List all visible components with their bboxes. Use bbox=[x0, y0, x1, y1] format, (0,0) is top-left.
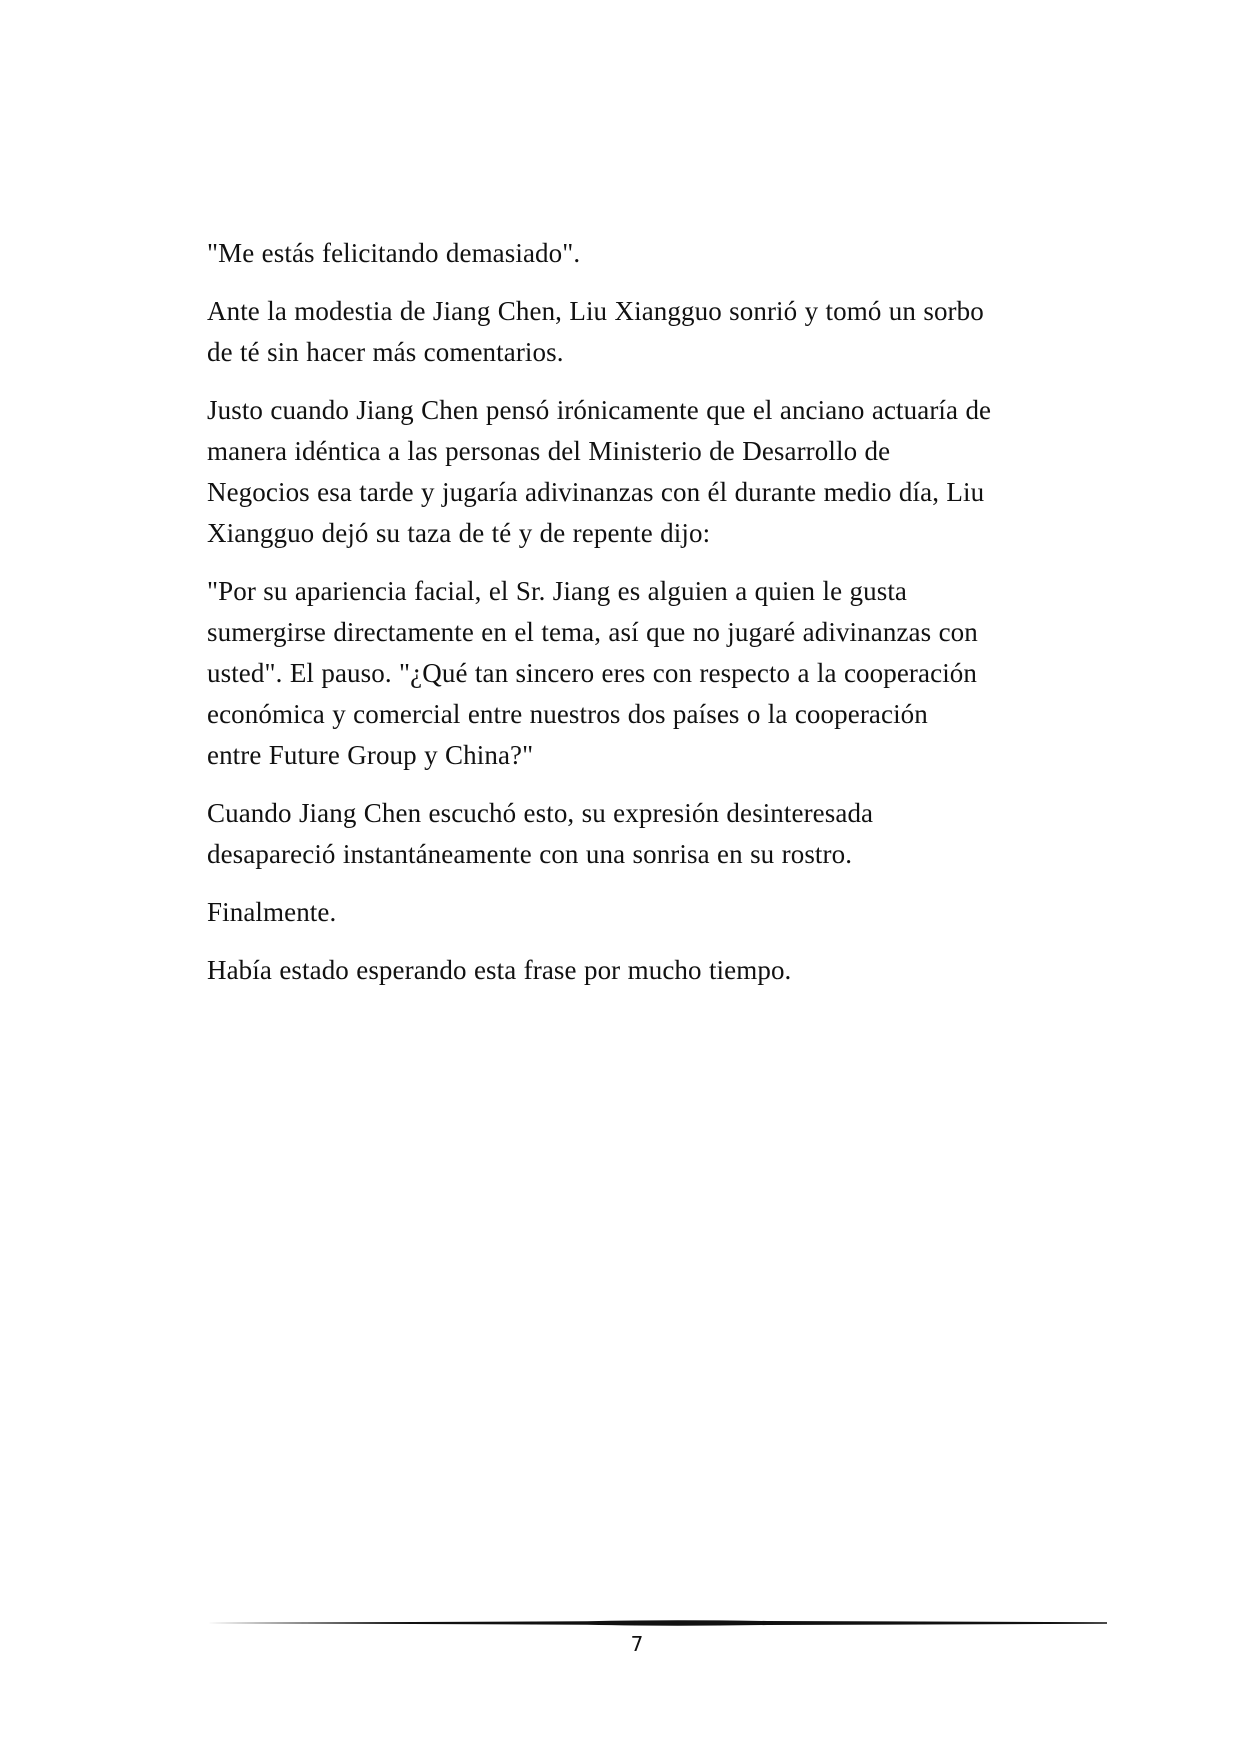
text-line: Justo cuando Jiang Chen pensó irónicamente que el anciano actuaría de bbox=[207, 395, 992, 425]
text-line: Finalmente. bbox=[207, 897, 337, 927]
paragraph bbox=[207, 892, 1067, 933]
paragraph bbox=[207, 390, 1067, 554]
text-line: "Por su apariencia facial, el Sr. Jiang es alguien a quien le gusta bbox=[207, 576, 907, 606]
footer-divider bbox=[207, 1617, 1107, 1629]
text-line: sumergirse directamente en el tema, así que no jugaré adivinanzas con bbox=[207, 617, 978, 647]
text-line: Xiangguo dejó su taza de té y de repente dijo: bbox=[207, 518, 711, 548]
paragraph bbox=[207, 233, 1067, 274]
text-line: Ante la modestia de Jiang Chen, Liu Xiangguo sonrió y tomó un sorbo bbox=[207, 296, 984, 326]
paragraph bbox=[207, 950, 1067, 991]
text-line: de té sin hacer más comentarios. bbox=[207, 337, 564, 367]
text-line: económica y comercial entre nuestros dos países o la cooperación bbox=[207, 699, 928, 729]
text-line: manera idéntica a las personas del Ministerio de Desarrollo de bbox=[207, 436, 891, 466]
paragraph bbox=[207, 571, 1067, 776]
text-line: entre Future Group y China?" bbox=[207, 740, 534, 770]
text-line: Había estado esperando esta frase por mucho tiempo. bbox=[207, 955, 792, 985]
text-line: Negocios esa tarde y jugaría adivinanzas con él durante medio día, Liu bbox=[207, 477, 985, 507]
page-number: 7 bbox=[630, 1632, 644, 1656]
text-line: Cuando Jiang Chen escuchó esto, su expresión desinteresada bbox=[207, 798, 874, 828]
text-line: usted". El pauso. "¿Qué tan sincero eres con respecto a la cooperación bbox=[207, 658, 977, 688]
paragraph bbox=[207, 793, 1067, 875]
text-line: desapareció instantáneamente con una sonrisa en su rostro. bbox=[207, 839, 853, 869]
body-text bbox=[207, 233, 1067, 1008]
paragraph bbox=[207, 291, 1067, 373]
text-line: "Me estás felicitando demasiado". bbox=[207, 238, 581, 268]
